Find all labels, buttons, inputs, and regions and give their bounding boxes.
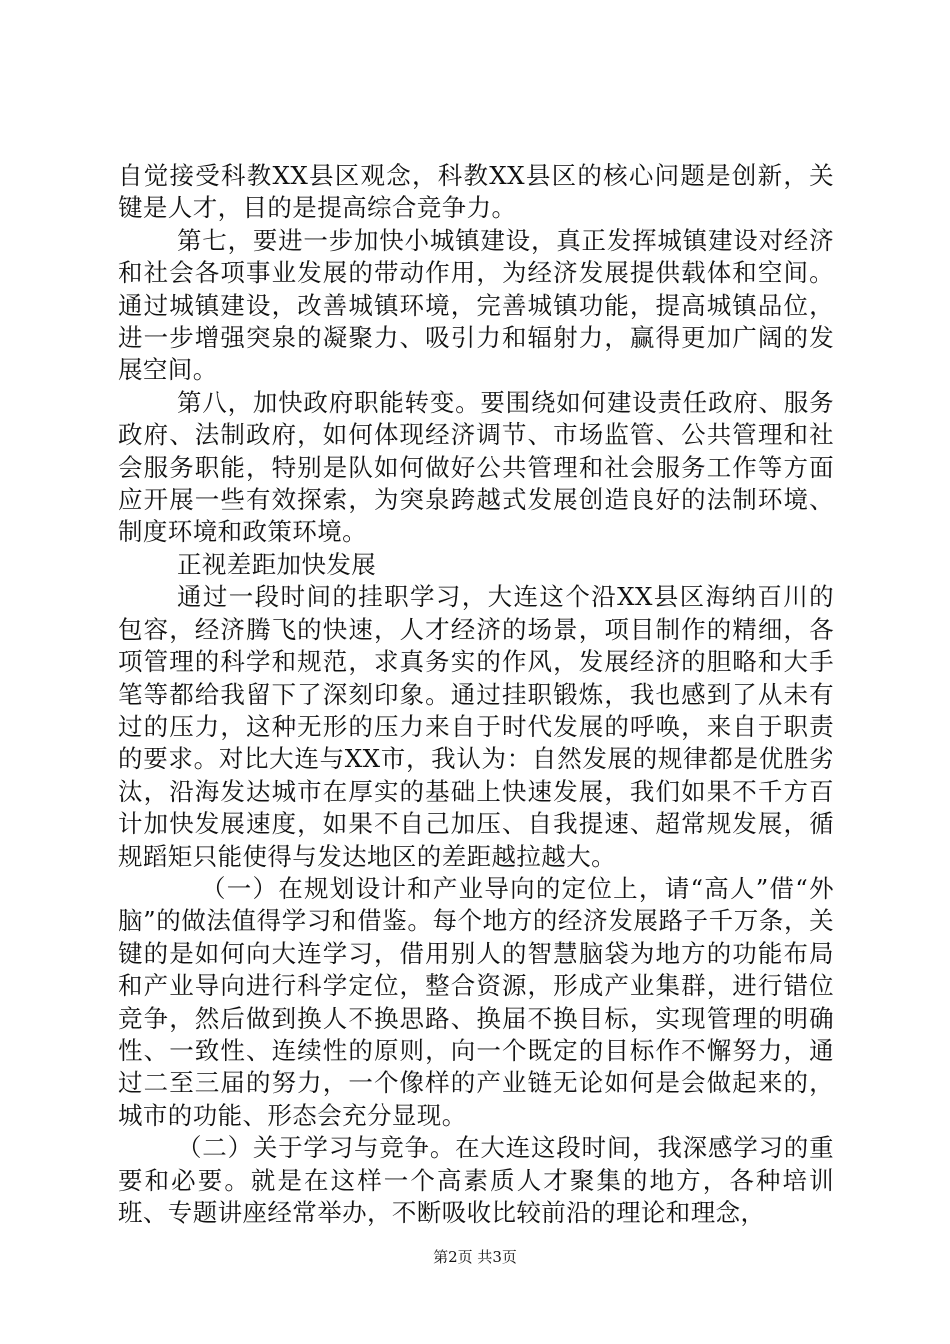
paragraph-point-two: （二）关于学习与竞争。在大连这段时间，我深感学习的重要和必要。就是在这样一个高素质人才聚集的地方，各种培训班、专题讲座经常举办，不断吸收比较前沿的理论和理念， bbox=[118, 1133, 834, 1227]
section-heading: 正视差距加快发展 bbox=[177, 549, 377, 579]
paragraph-continuation: 自觉接受科教XX县区观念，科教XX县区的核心问题是创新，关键是人才，目的是提高综合竞争力。 bbox=[118, 161, 834, 223]
paragraph-eighth: 第八，加快政府职能转变。要围绕如何建设责任政府、服务政府、法制政府，如何体现经济调节、市场监管、公共管理和社会服务职能，特别是队如何做好公共管理和社会服务工作等方面应开展一些有效探索，为突泉跨越式发展创造良好的法制环境、制度环境和政策环境。 bbox=[118, 387, 834, 547]
paragraph-point-one: （一）在规划设计和产业导向的定位上，请“高人”借“外脑”的做法值得学习和借鉴。每个地方的经济发展路子千万条，关键的是如何向大连学习，借用别人的智慧脑袋为地方的功能布局和产业导向进行科学定位，整合资源，形成产业集群，进行错位竞争，然后做到换人不换思路、换届不换目标，实现管理的明确性、一致性、连续性的原则，向一个既定的目标作不懈努力，通过二至三届的努力，一个像样的产业链无论如何是会做起来的，城市的功能、形态会充分显现。 bbox=[118, 873, 834, 1130]
page-number-footer: 第2页 共3页 bbox=[433, 1248, 517, 1266]
paragraph-intro: 通过一段时间的挂职学习，大连这个沿XX县区海纳百川的包容，经济腾飞的快速，人才经济的场景，项目制作的精细，各项管理的科学和规范，求真务实的作风，发展经济的胆略和大手笔等都给我留下了深刻印象。通过挂职锻炼，我也感到了从未有过的压力，这种无形的压力来自于时代发展的呼唤，来自于职责的要求。对比大连与XX市，我认为：自然发展的规律都是优胜劣汰，沿海发达城市在厚实的基础上快速发展，我们如果不千方百计加快发展速度，如果不自己加压、自我提速、超常规发展，循规蹈矩只能使得与发达地区的差距越拉越大。 bbox=[118, 582, 834, 871]
document-body bbox=[118, 160, 834, 1229]
paragraph-seventh: 第七，要进一步加快小城镇建设，真正发挥城镇建设对经济和社会各项事业发展的带动作用，为经济发展提供载体和空间。通过城镇建设，改善城镇环境，完善城镇功能，提高城镇品位，进一步增强突泉的凝聚力、吸引力和辐射力，赢得更加广阔的发展空间。 bbox=[118, 225, 834, 385]
